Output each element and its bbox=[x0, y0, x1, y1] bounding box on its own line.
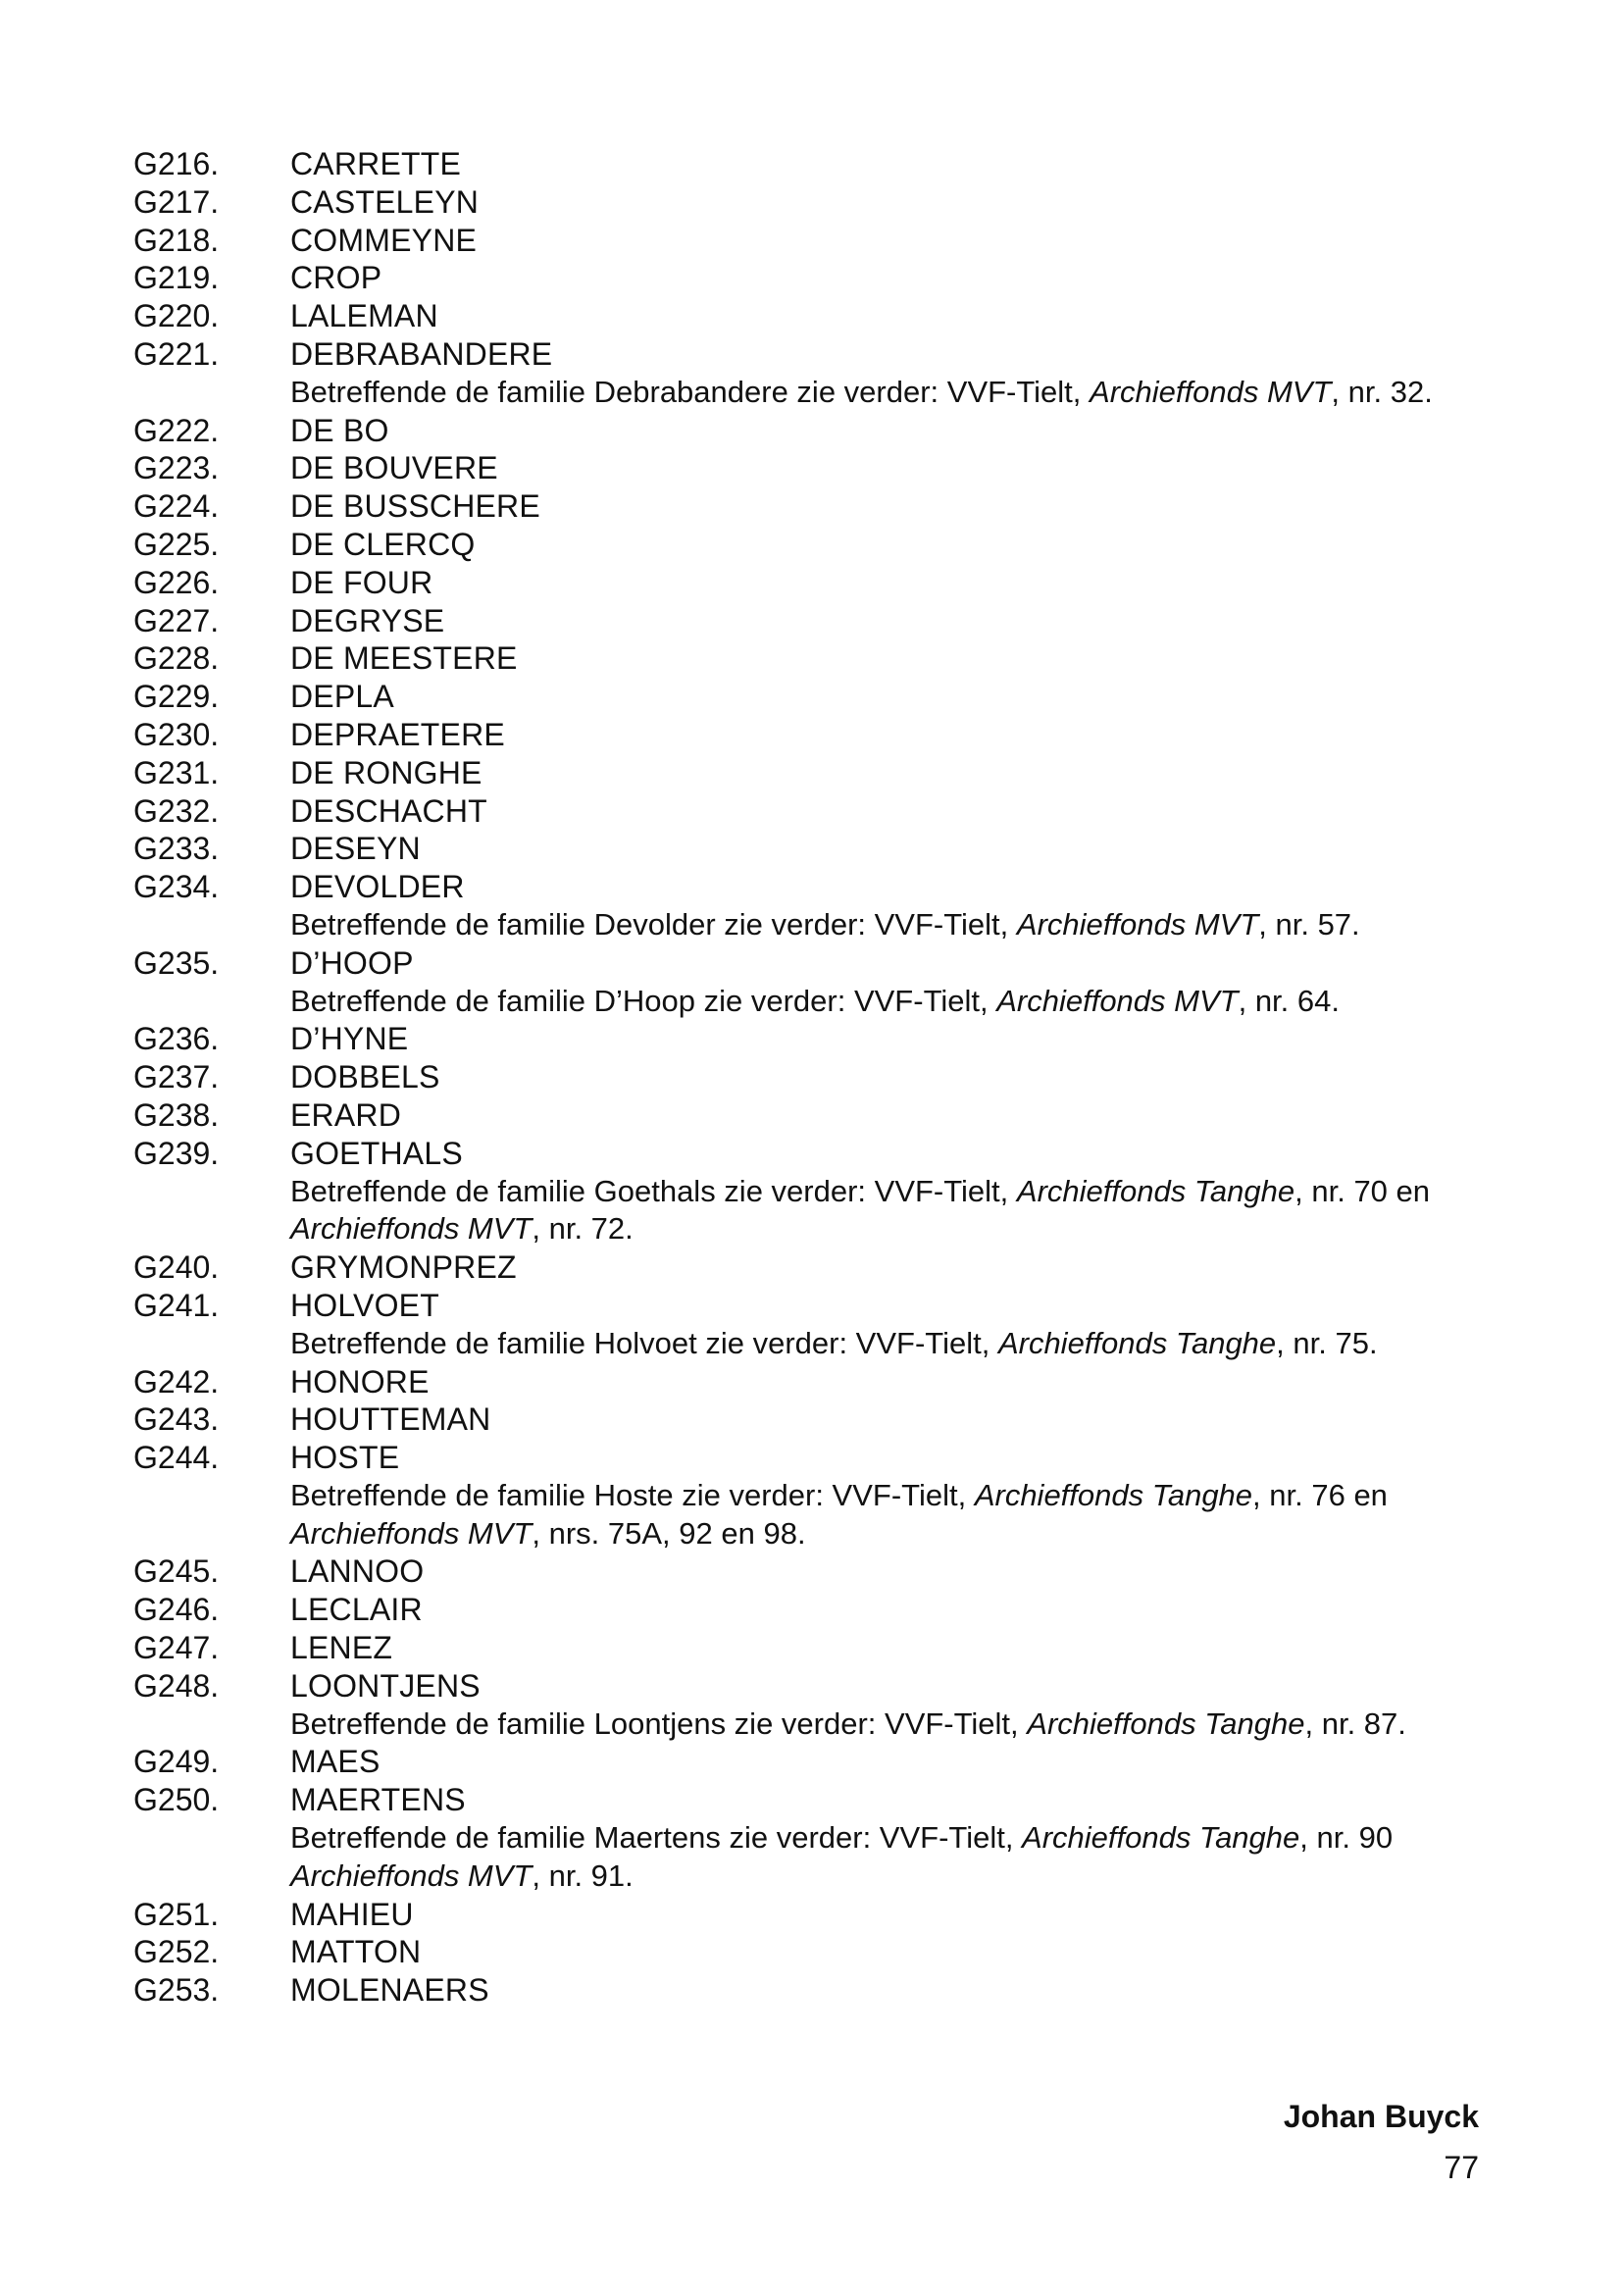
family-entry bbox=[133, 1439, 1487, 1553]
family-entry bbox=[133, 1553, 1487, 1591]
family-name: HOUTTEMAN bbox=[290, 1401, 491, 1438]
family-name: DOBBELS bbox=[290, 1059, 440, 1095]
family-entry bbox=[133, 1058, 1487, 1096]
family-entry bbox=[133, 1933, 1487, 1971]
note-text: Betreffende de familie Devolder zie verder: VVF-Tielt, bbox=[290, 906, 1017, 942]
family-name: DESEYN bbox=[290, 831, 421, 867]
entry-code: G230. bbox=[133, 716, 220, 752]
family-name: GOETHALS bbox=[290, 1135, 463, 1171]
family-name: DESCHACHT bbox=[290, 792, 487, 829]
entry-content bbox=[290, 792, 1487, 831]
entry-content bbox=[290, 449, 1487, 487]
family-entry bbox=[133, 678, 1487, 716]
note-text: , nr. 75. bbox=[1276, 1325, 1378, 1360]
entry-content bbox=[290, 754, 1487, 792]
family-name: DEVOLDER bbox=[290, 869, 465, 905]
entry-content bbox=[290, 259, 1487, 297]
entry-code: G246. bbox=[133, 1592, 220, 1628]
entry-code: G227. bbox=[133, 602, 220, 638]
entry-code: G217. bbox=[133, 183, 220, 220]
reference-note bbox=[290, 983, 1497, 1021]
entry-content bbox=[290, 1896, 1487, 1934]
family-entry bbox=[133, 1096, 1487, 1135]
entry-content bbox=[290, 1933, 1487, 1971]
entry-content bbox=[290, 1400, 1487, 1439]
entry-code: G219. bbox=[133, 260, 220, 296]
family-entry bbox=[133, 564, 1487, 602]
entry-code: G225. bbox=[133, 526, 220, 562]
entry-code: G249. bbox=[133, 1744, 220, 1780]
note-text: , nr. 91. bbox=[532, 1858, 634, 1893]
family-name: ERARD bbox=[290, 1096, 402, 1133]
entry-code: G239. bbox=[133, 1135, 220, 1171]
family-entry bbox=[133, 1591, 1487, 1629]
family-entry bbox=[133, 792, 1487, 831]
family-name: CROP bbox=[290, 260, 382, 296]
entry-code: G221. bbox=[133, 335, 220, 372]
entry-code: G252. bbox=[133, 1934, 220, 1970]
family-entry bbox=[133, 1629, 1487, 1667]
entry-content bbox=[290, 1743, 1487, 1781]
entry-content bbox=[290, 1629, 1487, 1667]
note-text: , nrs. 75A, 92 en 98. bbox=[532, 1515, 806, 1551]
entry-code: G229. bbox=[133, 679, 220, 715]
family-entry bbox=[133, 449, 1487, 487]
entry-content bbox=[290, 1781, 1497, 1895]
family-name: DEPLA bbox=[290, 679, 394, 715]
family-name: DE BO bbox=[290, 412, 389, 448]
family-name: LALEMAN bbox=[290, 298, 438, 334]
family-name: DE BUSSCHERE bbox=[290, 488, 540, 525]
family-name: HOLVOET bbox=[290, 1287, 439, 1323]
note-text: , nr. 57. bbox=[1258, 906, 1360, 942]
family-entry bbox=[133, 335, 1487, 412]
family-entry-list bbox=[133, 145, 1487, 2010]
family-name: DEBRABANDERE bbox=[290, 335, 553, 372]
archive-fund-title: Archieffonds MVT bbox=[1090, 374, 1332, 409]
entry-code: G234. bbox=[133, 869, 220, 905]
family-entry bbox=[133, 1743, 1487, 1781]
entry-code: G236. bbox=[133, 1021, 220, 1057]
family-name: DE MEESTERE bbox=[290, 640, 518, 677]
entry-content bbox=[290, 1135, 1497, 1248]
family-entry bbox=[133, 1020, 1487, 1058]
entry-content bbox=[290, 297, 1487, 335]
note-text: , nr. 70 en bbox=[1294, 1173, 1431, 1208]
family-name: LANNOO bbox=[290, 1553, 425, 1590]
reference-note bbox=[290, 906, 1497, 944]
family-entry bbox=[133, 222, 1487, 260]
entry-code: G223. bbox=[133, 450, 220, 486]
entry-code: G240. bbox=[133, 1249, 220, 1286]
family-name: GRYMONPREZ bbox=[290, 1249, 517, 1286]
entry-content bbox=[290, 335, 1497, 412]
entry-code: G251. bbox=[133, 1896, 220, 1932]
family-name: MOLENAERS bbox=[290, 1972, 489, 2009]
family-name: MAERTENS bbox=[290, 1782, 466, 1818]
entry-code: G237. bbox=[133, 1059, 220, 1095]
entry-code: G222. bbox=[133, 412, 220, 448]
family-name: LECLAIR bbox=[290, 1592, 423, 1628]
note-text: , nr. 64. bbox=[1238, 983, 1340, 1018]
entry-code: G241. bbox=[133, 1287, 220, 1323]
family-entry bbox=[133, 1667, 1487, 1744]
entry-content bbox=[290, 1096, 1487, 1135]
entry-content bbox=[290, 678, 1487, 716]
reference-note bbox=[290, 1173, 1497, 1249]
archive-fund-title: Archieffonds Tanghe bbox=[1022, 1820, 1300, 1856]
entry-content bbox=[290, 1971, 1487, 2010]
entry-content bbox=[290, 222, 1487, 260]
family-name: DE FOUR bbox=[290, 564, 433, 600]
entry-code: G216. bbox=[133, 146, 220, 181]
family-entry bbox=[133, 639, 1487, 678]
family-entry bbox=[133, 1363, 1487, 1401]
entry-code: G226. bbox=[133, 564, 220, 600]
entry-content bbox=[290, 487, 1487, 526]
entry-content bbox=[290, 602, 1487, 640]
entry-content bbox=[290, 1439, 1497, 1553]
note-text: , nr. 72. bbox=[532, 1211, 634, 1247]
note-text: Betreffende de familie Holvoet zie verder: VVF-Tielt, bbox=[290, 1325, 998, 1360]
reference-note bbox=[290, 1706, 1497, 1744]
family-entry bbox=[133, 944, 1487, 1021]
note-text: , nr. 90 bbox=[1299, 1820, 1394, 1856]
family-entry bbox=[133, 1896, 1487, 1934]
note-text: Betreffende de familie Maertens zie verder: VVF-Tielt, bbox=[290, 1820, 1023, 1856]
family-name: DE RONGHE bbox=[290, 754, 482, 790]
note-text: , nr. 76 en bbox=[1252, 1477, 1388, 1512]
entry-content bbox=[290, 868, 1497, 944]
family-name: HOSTE bbox=[290, 1440, 400, 1476]
entry-content bbox=[290, 183, 1487, 222]
entry-content bbox=[290, 1553, 1487, 1591]
page-number: 77 bbox=[1444, 2150, 1479, 2185]
family-name: HONORE bbox=[290, 1363, 430, 1400]
entry-code: G242. bbox=[133, 1363, 220, 1400]
entry-code: G248. bbox=[133, 1667, 220, 1704]
reference-note bbox=[290, 374, 1497, 412]
entry-content bbox=[290, 412, 1487, 450]
entry-code: G244. bbox=[133, 1440, 220, 1476]
entry-code: G243. bbox=[133, 1401, 220, 1438]
archive-fund-title: Archieffonds Tanghe bbox=[1027, 1706, 1305, 1741]
entry-content bbox=[290, 526, 1487, 564]
note-text: , nr. 32. bbox=[1331, 374, 1433, 409]
entry-content bbox=[290, 1248, 1487, 1287]
archive-fund-title: Archieffonds Tanghe bbox=[997, 1325, 1277, 1360]
family-entry bbox=[133, 487, 1487, 526]
entry-content bbox=[290, 830, 1487, 868]
family-name: LENEZ bbox=[290, 1630, 393, 1666]
entry-code: G253. bbox=[133, 1972, 220, 2009]
family-name: CASTELEYN bbox=[290, 183, 480, 220]
entry-content bbox=[290, 1287, 1497, 1363]
author-name: Johan Buyck bbox=[1283, 2099, 1479, 2134]
family-name: DE CLERCQ bbox=[290, 526, 476, 562]
note-text: Betreffende de familie D’Hoop zie verder: VVF-Tielt, bbox=[290, 983, 997, 1018]
family-name: MAHIEU bbox=[290, 1896, 414, 1932]
note-text: Betreffende de familie Debrabandere zie verder: VVF-Tielt, bbox=[290, 374, 1091, 409]
family-entry bbox=[133, 183, 1487, 222]
entry-code: G235. bbox=[133, 944, 220, 981]
archive-fund-title: Archieffonds Tanghe bbox=[1016, 1173, 1295, 1208]
entry-content bbox=[290, 1020, 1487, 1058]
family-entry bbox=[133, 1781, 1487, 1895]
entry-code: G233. bbox=[133, 831, 220, 867]
reference-note bbox=[290, 1819, 1497, 1896]
family-name: CARRETTE bbox=[290, 146, 462, 181]
family-entry bbox=[133, 716, 1487, 754]
note-text: Betreffende de familie Loontjens zie verder: VVF-Tielt, bbox=[290, 1706, 1028, 1741]
entry-content bbox=[290, 1667, 1497, 1744]
entry-content bbox=[290, 944, 1497, 1021]
archive-fund-title: Archieffonds MVT bbox=[290, 1211, 533, 1247]
family-entry bbox=[133, 830, 1487, 868]
family-name: COMMEYNE bbox=[290, 222, 478, 258]
archive-fund-title: Archieffonds MVT bbox=[1016, 906, 1259, 942]
entry-content bbox=[290, 145, 1487, 183]
family-name: MAES bbox=[290, 1744, 381, 1780]
reference-note bbox=[290, 1325, 1497, 1363]
archive-fund-title: Archieffonds MVT bbox=[290, 1515, 533, 1551]
entry-code: G220. bbox=[133, 298, 220, 334]
entry-code: G247. bbox=[133, 1630, 220, 1666]
entry-code: G231. bbox=[133, 754, 220, 790]
family-entry bbox=[133, 868, 1487, 944]
entry-content bbox=[290, 1363, 1487, 1401]
family-name: DEPRAETERE bbox=[290, 716, 505, 752]
entry-code: G224. bbox=[133, 488, 220, 525]
family-entry bbox=[133, 1971, 1487, 2010]
note-text: Betreffende de familie Goethals zie verder: VVF-Tielt, bbox=[290, 1173, 1017, 1208]
entry-code: G250. bbox=[133, 1782, 220, 1818]
note-text: Betreffende de familie Hoste zie verder: VVF-Tielt, bbox=[290, 1477, 975, 1512]
entry-content bbox=[290, 639, 1487, 678]
family-name: D’HOOP bbox=[290, 944, 414, 981]
note-text: , nr. 87. bbox=[1304, 1706, 1406, 1741]
archive-fund-title: Archieffonds Tanghe bbox=[974, 1477, 1253, 1512]
family-entry bbox=[133, 1248, 1487, 1287]
family-name: D’HYNE bbox=[290, 1021, 409, 1057]
archive-fund-title: Archieffonds MVT bbox=[996, 983, 1239, 1018]
entry-content bbox=[290, 564, 1487, 602]
family-entry bbox=[133, 1135, 1487, 1248]
family-entry bbox=[133, 1287, 1487, 1363]
family-name: DE BOUVERE bbox=[290, 450, 498, 486]
family-entry bbox=[133, 602, 1487, 640]
entry-code: G238. bbox=[133, 1096, 220, 1133]
family-entry bbox=[133, 412, 1487, 450]
family-entry bbox=[133, 754, 1487, 792]
reference-note bbox=[290, 1477, 1497, 1553]
entry-code: G218. bbox=[133, 222, 220, 258]
family-name: MATTON bbox=[290, 1934, 422, 1970]
family-entry bbox=[133, 297, 1487, 335]
family-name: DEGRYSE bbox=[290, 602, 445, 638]
family-name: LOONTJENS bbox=[290, 1667, 481, 1704]
entry-content bbox=[290, 716, 1487, 754]
entry-content bbox=[290, 1591, 1487, 1629]
entry-code: G228. bbox=[133, 640, 220, 677]
entry-code: G245. bbox=[133, 1553, 220, 1590]
family-entry bbox=[133, 145, 1487, 183]
archive-fund-title: Archieffonds MVT bbox=[290, 1858, 533, 1893]
family-entry bbox=[133, 1400, 1487, 1439]
entry-content bbox=[290, 1058, 1487, 1096]
entry-code: G232. bbox=[133, 792, 220, 829]
family-entry bbox=[133, 526, 1487, 564]
family-entry bbox=[133, 259, 1487, 297]
